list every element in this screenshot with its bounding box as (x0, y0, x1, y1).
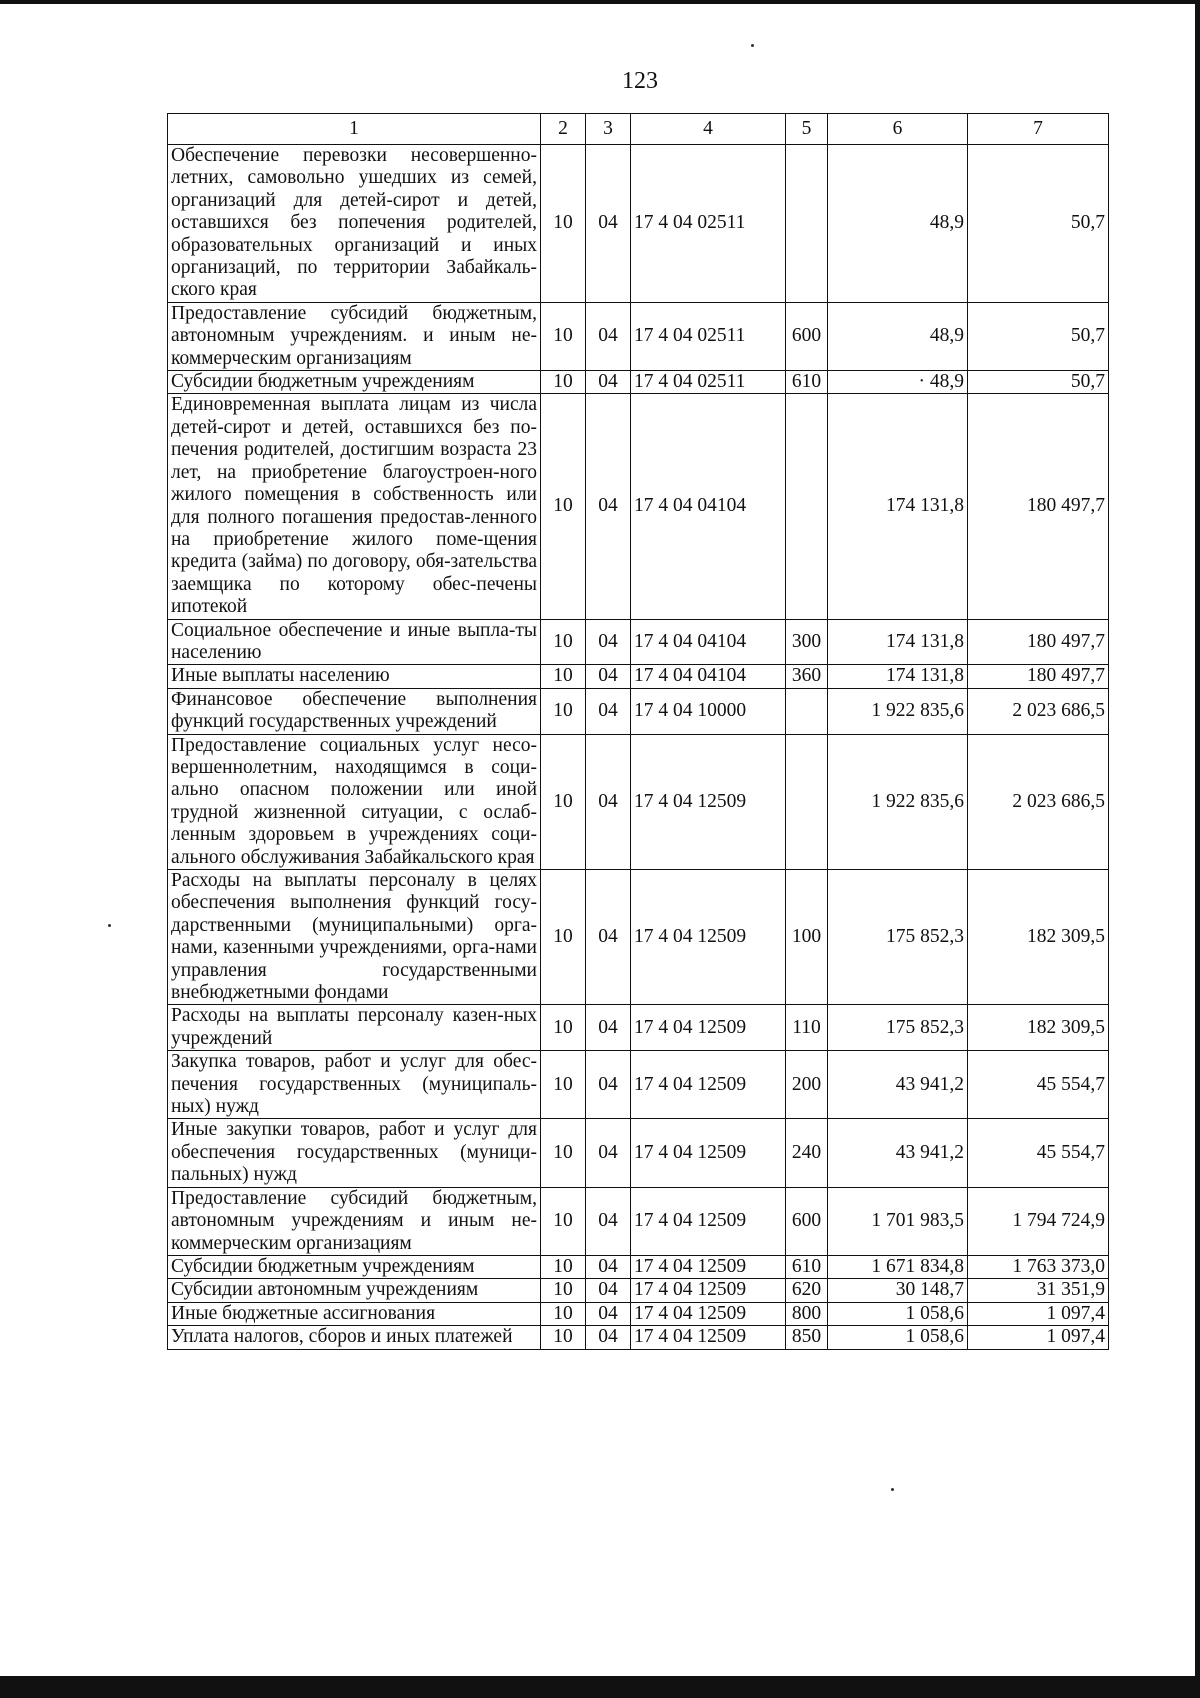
table-row (168, 1005, 1109, 1051)
row-section: 10 (541, 619, 586, 665)
table-row (168, 1119, 1109, 1187)
column-header: 7 (968, 114, 1109, 145)
row-target-code: 17 4 04 04104 (631, 665, 786, 688)
table-row (168, 734, 1109, 869)
row-description: Иные закупки товаров, работ и услуг для обеспечения государственных (муници-пальных) нужд (168, 1119, 541, 1187)
row-amount-col7: 50,7 (968, 371, 1109, 394)
row-expense-type: 800 (786, 1302, 828, 1325)
table-row (168, 145, 1109, 303)
row-subsection: 04 (586, 1119, 631, 1187)
budget-table (167, 113, 1109, 1350)
table-row (168, 1326, 1109, 1349)
row-description: Финансовое обеспечение выполнения функций государственных учреждений (168, 688, 541, 734)
row-target-code: 17 4 04 12509 (631, 1051, 786, 1119)
row-expense-type: 100 (786, 870, 828, 1005)
row-expense-type: 300 (786, 619, 828, 665)
row-expense-type: 110 (786, 1005, 828, 1051)
row-subsection: 04 (586, 870, 631, 1005)
row-description: Расходы на выплаты персоналу в целях обеспечения выполнения функций госу-дарственными (муниципальными) орга-нами, казенными учреждениями, орга-нами управления государственными внебюджетными фондами (168, 870, 541, 1005)
row-amount-col6: 174 131,8 (828, 665, 968, 688)
row-subsection: 04 (586, 665, 631, 688)
table-row (168, 688, 1109, 734)
table-row (168, 665, 1109, 688)
row-amount-col6: 1 701 983,5 (828, 1187, 968, 1255)
row-section: 10 (541, 870, 586, 1005)
row-section: 10 (541, 734, 586, 869)
row-amount-col6: 175 852,3 (828, 870, 968, 1005)
row-subsection: 04 (586, 688, 631, 734)
table-row (168, 371, 1109, 394)
row-description: Обеспечение перевозки несовершенно-летних, самовольно ушедших из семей, организаций для детей-сирот и детей, оставшихся без попечения родителей, образовательных организаций и иных организаций, по территории Забайкаль-ского края (168, 145, 541, 303)
row-amount-col6: · 48,9 (828, 371, 968, 394)
row-section: 10 (541, 1187, 586, 1255)
row-amount-col7: 50,7 (968, 302, 1109, 370)
column-header: 1 (168, 114, 541, 145)
table-row (168, 1255, 1109, 1278)
row-subsection: 04 (586, 394, 631, 619)
row-target-code: 17 4 04 02511 (631, 371, 786, 394)
row-expense-type: 200 (786, 1051, 828, 1119)
row-subsection: 04 (586, 1187, 631, 1255)
scan-speck (751, 44, 754, 47)
row-section: 10 (541, 665, 586, 688)
row-amount-col6: 174 131,8 (828, 619, 968, 665)
row-amount-col7: 2 023 686,5 (968, 688, 1109, 734)
row-description: Субсидии бюджетным учреждениям (168, 1255, 541, 1278)
row-expense-type: 610 (786, 371, 828, 394)
row-description: Предоставление субсидий бюджетным, автономным учреждениям и иным не-коммерческим организациям (168, 1187, 541, 1255)
row-description: Расходы на выплаты персоналу казен-ных учреждений (168, 1005, 541, 1051)
row-section: 10 (541, 145, 586, 303)
column-header: 5 (786, 114, 828, 145)
row-section: 10 (541, 1005, 586, 1051)
row-description: Иные бюджетные ассигнования (168, 1302, 541, 1325)
row-amount-col7: 1 097,4 (968, 1302, 1109, 1325)
table-row (168, 302, 1109, 370)
row-target-code: 17 4 04 12509 (631, 1187, 786, 1255)
row-section: 10 (541, 1279, 586, 1302)
row-amount-col6: 43 941,2 (828, 1119, 968, 1187)
row-target-code: 17 4 04 12509 (631, 1119, 786, 1187)
row-description: Предоставление субсидий бюджетным, автономным учреждениям. и иным не-коммерческим организациям (168, 302, 541, 370)
table-row (168, 870, 1109, 1005)
table-row (168, 1187, 1109, 1255)
row-subsection: 04 (586, 1051, 631, 1119)
row-description: Субсидии бюджетным учреждениям (168, 371, 541, 394)
row-amount-col7: 182 309,5 (968, 870, 1109, 1005)
row-description: Субсидии автономным учреждениям (168, 1279, 541, 1302)
table-row (168, 1302, 1109, 1325)
row-amount-col6: 1 671 834,8 (828, 1255, 968, 1278)
row-amount-col6: 1 922 835,6 (828, 688, 968, 734)
row-target-code: 17 4 04 04104 (631, 394, 786, 619)
scan-edge-top (0, 0, 1200, 4)
table-row (168, 1279, 1109, 1302)
row-target-code: 17 4 04 12509 (631, 1005, 786, 1051)
row-amount-col7: 2 023 686,5 (968, 734, 1109, 869)
row-expense-type (786, 394, 828, 619)
scan-speck (891, 1488, 894, 1491)
row-amount-col6: 174 131,8 (828, 394, 968, 619)
row-target-code: 17 4 04 12509 (631, 1302, 786, 1325)
row-subsection: 04 (586, 619, 631, 665)
row-target-code: 17 4 04 12509 (631, 870, 786, 1005)
row-section: 10 (541, 1255, 586, 1278)
row-section: 10 (541, 1051, 586, 1119)
row-expense-type (786, 145, 828, 303)
row-expense-type: 850 (786, 1326, 828, 1349)
row-section: 10 (541, 394, 586, 619)
row-subsection: 04 (586, 302, 631, 370)
row-expense-type: 360 (786, 665, 828, 688)
row-expense-type: 620 (786, 1279, 828, 1302)
row-target-code: 17 4 04 04104 (631, 619, 786, 665)
row-expense-type: 610 (786, 1255, 828, 1278)
row-amount-col7: 182 309,5 (968, 1005, 1109, 1051)
row-amount-col7: 1 763 373,0 (968, 1255, 1109, 1278)
column-header: 2 (541, 114, 586, 145)
table-header-row (168, 114, 1109, 145)
column-header: 6 (828, 114, 968, 145)
row-description: Социальное обеспечение и иные выпла-ты населению (168, 619, 541, 665)
row-section: 10 (541, 302, 586, 370)
row-description: Единовременная выплата лицам из числа детей-сирот и детей, оставшихся без по-печения родителей, достигшим возраста 23 лет, на приобретение благоустроен-ного жилого помещения в собственность или для полного погашения предостав-ленного на приобретение жилого поме-щения кредита (займа) по договору, обя-зательства заемщика по которому обес-печены ипотекой (168, 394, 541, 619)
row-subsection: 04 (586, 1326, 631, 1349)
row-subsection: 04 (586, 1005, 631, 1051)
row-target-code: 17 4 04 02511 (631, 302, 786, 370)
row-description: Уплата налогов, сборов и иных платежей (168, 1326, 541, 1349)
row-amount-col6: 48,9 (828, 302, 968, 370)
row-target-code: 17 4 04 02511 (631, 145, 786, 303)
row-expense-type: 600 (786, 302, 828, 370)
row-amount-col7: 1 794 724,9 (968, 1187, 1109, 1255)
row-amount-col7: 50,7 (968, 145, 1109, 303)
scan-edge-right (1195, 0, 1200, 1698)
row-amount-col7: 31 351,9 (968, 1279, 1109, 1302)
row-target-code: 17 4 04 12509 (631, 1255, 786, 1278)
row-amount-col6: 1 058,6 (828, 1302, 968, 1325)
row-amount-col6: 1 922 835,6 (828, 734, 968, 869)
row-expense-type (786, 688, 828, 734)
row-section: 10 (541, 1302, 586, 1325)
row-target-code: 17 4 04 12509 (631, 1279, 786, 1302)
row-section: 10 (541, 1326, 586, 1349)
row-expense-type (786, 734, 828, 869)
row-amount-col7: 180 497,7 (968, 665, 1109, 688)
table-row (168, 619, 1109, 665)
row-amount-col7: 45 554,7 (968, 1119, 1109, 1187)
row-description: Закупка товаров, работ и услуг для обес-печения государственных (муниципаль-ных) нужд (168, 1051, 541, 1119)
row-subsection: 04 (586, 734, 631, 869)
row-description: Предоставление социальных услуг несо-вершеннолетним, находящимся в соци-ально опасном положении или иной трудной жизненной ситуации, с ослаб-ленным здоровьем в учреждениях соци-ального обслуживания Забайкальского края (168, 734, 541, 869)
row-target-code: 17 4 04 12509 (631, 1326, 786, 1349)
row-amount-col6: 175 852,3 (828, 1005, 968, 1051)
page-number: 123 (622, 68, 658, 94)
table-row (168, 394, 1109, 619)
row-subsection: 04 (586, 145, 631, 303)
row-expense-type: 600 (786, 1187, 828, 1255)
row-amount-col6: 48,9 (828, 145, 968, 303)
row-amount-col6: 43 941,2 (828, 1051, 968, 1119)
row-section: 10 (541, 688, 586, 734)
row-amount-col7: 45 554,7 (968, 1051, 1109, 1119)
row-section: 10 (541, 371, 586, 394)
row-amount-col7: 180 497,7 (968, 619, 1109, 665)
row-section: 10 (541, 1119, 586, 1187)
row-subsection: 04 (586, 1302, 631, 1325)
row-amount-col7: 1 097,4 (968, 1326, 1109, 1349)
row-amount-col6: 1 058,6 (828, 1326, 968, 1349)
column-header: 4 (631, 114, 786, 145)
row-target-code: 17 4 04 12509 (631, 734, 786, 869)
row-description: Иные выплаты населению (168, 665, 541, 688)
row-amount-col6: 30 148,7 (828, 1279, 968, 1302)
scan-edge-bottom (0, 1676, 1200, 1698)
row-subsection: 04 (586, 1255, 631, 1278)
row-subsection: 04 (586, 1279, 631, 1302)
row-amount-col7: 180 497,7 (968, 394, 1109, 619)
row-target-code: 17 4 04 10000 (631, 688, 786, 734)
row-subsection: 04 (586, 371, 631, 394)
scan-speck (108, 924, 111, 927)
table-row (168, 1051, 1109, 1119)
row-expense-type: 240 (786, 1119, 828, 1187)
column-header: 3 (586, 114, 631, 145)
